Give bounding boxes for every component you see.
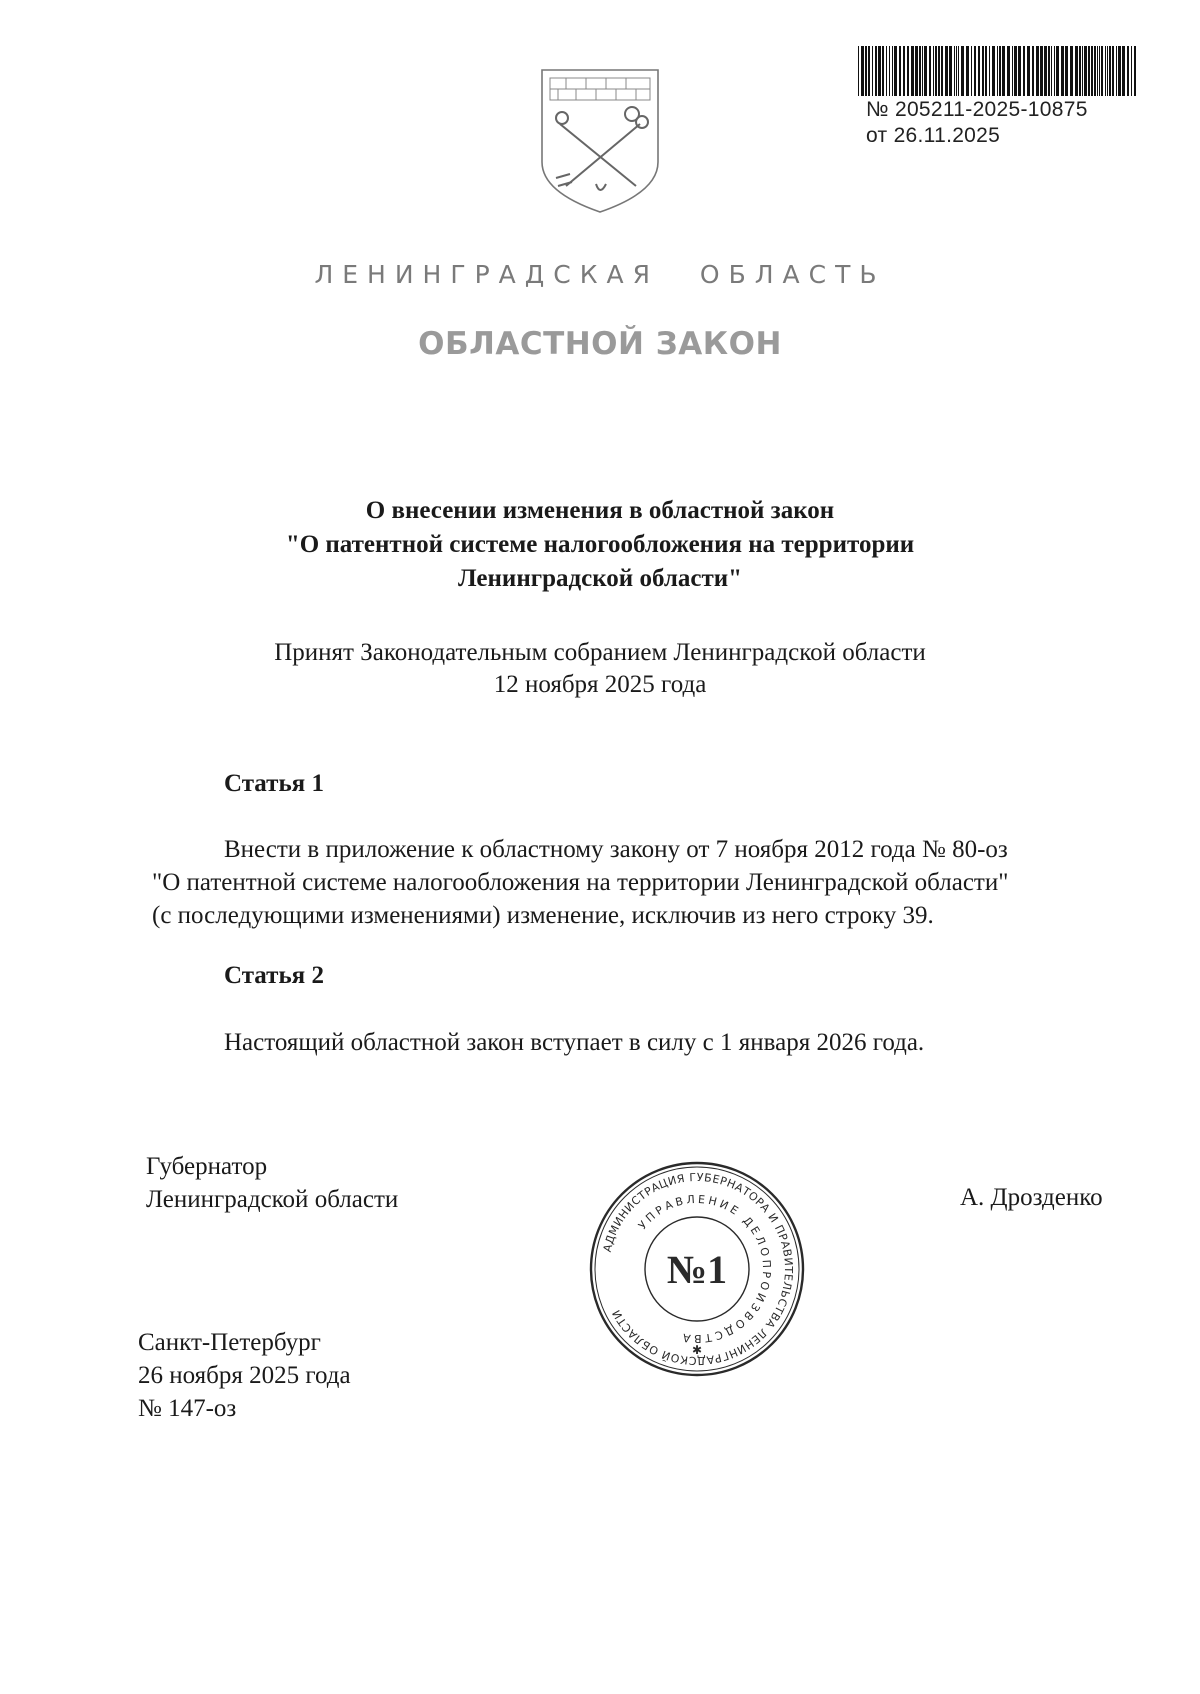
barcode-bar: [985, 46, 987, 96]
law-title: [0, 494, 1200, 596]
barcode-bar: [971, 46, 972, 96]
barcode-bar: [1109, 46, 1111, 96]
place-and-date: [138, 1326, 351, 1425]
barcode-bar: [1082, 46, 1083, 96]
barcode-bar: [899, 46, 901, 96]
barcode-bar: [1002, 46, 1005, 96]
barcode-bar: [938, 46, 940, 96]
barcode-bar: [922, 46, 923, 96]
barcode-bar: [1116, 46, 1117, 96]
barcode-bar: [1018, 46, 1021, 96]
barcode-bar: [1075, 46, 1078, 96]
barcode-bar: [1027, 46, 1030, 96]
barcode-bar: [941, 46, 943, 96]
barcode-bar: [1122, 46, 1125, 96]
barcode-bar: [1007, 46, 1010, 96]
barcode-bar: [868, 46, 870, 96]
signatory-name: А. Дрозденко: [960, 1184, 1103, 1211]
signatory-title-line: Губернатор: [146, 1153, 268, 1180]
barcode-bar: [1014, 46, 1017, 96]
place-city: Санкт-Петербург: [138, 1329, 321, 1356]
barcode-bar: [924, 46, 927, 96]
seal-star-icon: ✱: [691, 1343, 703, 1357]
barcode-bar: [999, 46, 1001, 96]
barcode-bar: [1112, 46, 1114, 96]
barcode-bar: [861, 46, 864, 96]
barcode-bar: [1012, 46, 1013, 96]
barcode-bar: [945, 46, 948, 96]
article-2-heading: Статья 2: [224, 962, 324, 989]
article-2-line: Настоящий областной закон вступает в силу с 1 января 2026 года.: [224, 1029, 925, 1056]
registration-number: № 205211-2025-10875: [866, 98, 1088, 121]
article-1-text: [152, 833, 1130, 932]
barcode-bar: [1105, 46, 1106, 96]
article-1-line: Внести в приложение к областному закону от 7 ноября 2012 года № 80-оз: [224, 836, 1008, 863]
barcode-bar: [1079, 46, 1081, 96]
barcode-bar: [858, 46, 859, 96]
barcode-bar: [1131, 46, 1132, 96]
barcode-bar: [1094, 46, 1096, 96]
region-heading: ЛЕНИНГРАДСКАЯ ОБЛАСТЬ: [314, 260, 886, 289]
adoption-date: 12 ноября 2025 года: [493, 671, 707, 698]
barcode-bar: [915, 46, 918, 96]
barcode-bar: [992, 46, 995, 96]
barcode-bar: [892, 46, 893, 96]
barcode-bar: [1044, 46, 1047, 96]
barcode-bar: [978, 46, 980, 96]
barcode-bar: [1061, 46, 1064, 96]
barcode-bar: [889, 46, 890, 96]
signatory-title-line: Ленинградской области: [146, 1186, 399, 1213]
adoption-line: Принят Законодательным собранием Ленинградской области: [274, 639, 926, 666]
law-number: № 147-оз: [138, 1395, 237, 1422]
barcode-bar: [875, 46, 877, 96]
article-1-line: "О патентной системе налогообложения на территории Ленинградской области": [152, 869, 1009, 896]
barcode-bar: [919, 46, 921, 96]
coat-of-arms-emblem: [536, 66, 664, 216]
barcode-bar: [1097, 46, 1098, 96]
law-type-heading: ОБЛАСТНОЙ ЗАКОН: [418, 326, 782, 362]
barcode-bar: [949, 46, 952, 96]
barcode-bar: [935, 46, 937, 96]
barcode-bar: [1127, 46, 1129, 96]
barcode-bar: [1118, 46, 1121, 96]
law-title-line: "О патентной системе налогообложения на территории: [285, 531, 915, 558]
barcode-bar: [1101, 46, 1103, 96]
barcode-bar: [1056, 46, 1059, 96]
law-title-line: Ленинградской области": [457, 565, 743, 592]
barcode-bar: [907, 46, 909, 96]
barcode-bar: [911, 46, 914, 96]
barcode-bar: [1048, 46, 1050, 96]
barcode-bar: [961, 46, 964, 96]
law-title-line: О внесении изменения в областной закон: [365, 497, 835, 524]
article-1-heading: Статья 1: [224, 770, 324, 797]
barcode: [856, 46, 1140, 96]
barcode-bar: [1032, 46, 1034, 96]
barcode-bar: [1036, 46, 1039, 96]
barcode-bar: [954, 46, 955, 96]
barcode-bar: [878, 46, 881, 96]
barcode-bar: [886, 46, 887, 96]
signing-date: 26 ноября 2025 года: [138, 1362, 351, 1389]
barcode-bar: [929, 46, 931, 96]
adoption-statement: [0, 637, 1200, 701]
barcode-bar: [865, 46, 867, 96]
barcode-bar: [1134, 46, 1136, 96]
barcode-bar: [894, 46, 897, 96]
barcode-bar: [1084, 46, 1087, 96]
barcode-bar: [1051, 46, 1052, 96]
signatory-title: [146, 1150, 398, 1216]
barcode-bar: [1099, 46, 1100, 96]
barcode-bar: [974, 46, 976, 96]
barcode-bar: [989, 46, 990, 96]
barcode-bar: [982, 46, 984, 96]
barcode-bar: [903, 46, 905, 96]
barcode-bar: [1054, 46, 1055, 96]
official-seal: [586, 1158, 808, 1380]
barcode-bar: [956, 46, 957, 96]
seal-center-number: №1: [666, 1247, 728, 1292]
seal-outer-text: АДМИНИСТРАЦИЯ ГУБЕРНАТОРА И ПРАВИТЕЛЬСТВА ЛЕНИНГРАДСКОЙ ОБЛАСТИ: [600, 1170, 796, 1368]
barcode-bar: [1107, 46, 1108, 96]
barcode-bar: [1091, 46, 1093, 96]
barcode-bar: [1023, 46, 1025, 96]
barcode-bar: [966, 46, 969, 96]
barcode-bar: [882, 46, 884, 96]
barcode-bar: [1065, 46, 1068, 96]
barcode-bar: [958, 46, 959, 96]
seal-inner-text: УПРАВЛЕНИЕ ДЕЛОПРОИЗВОДСТВА: [635, 1192, 774, 1346]
barcode-bar: [1070, 46, 1073, 96]
article-2-text: [224, 1026, 1124, 1059]
barcode-bar: [1040, 46, 1043, 96]
registration-date: от 26.11.2025: [866, 124, 1001, 147]
barcode-bar: [1088, 46, 1090, 96]
barcode-bar: [997, 46, 998, 96]
article-1-line: (с последующими изменениями) изменение, исключив из него строку 39.: [152, 902, 934, 929]
barcode-bar: [933, 46, 934, 96]
barcode-bar: [872, 46, 873, 96]
